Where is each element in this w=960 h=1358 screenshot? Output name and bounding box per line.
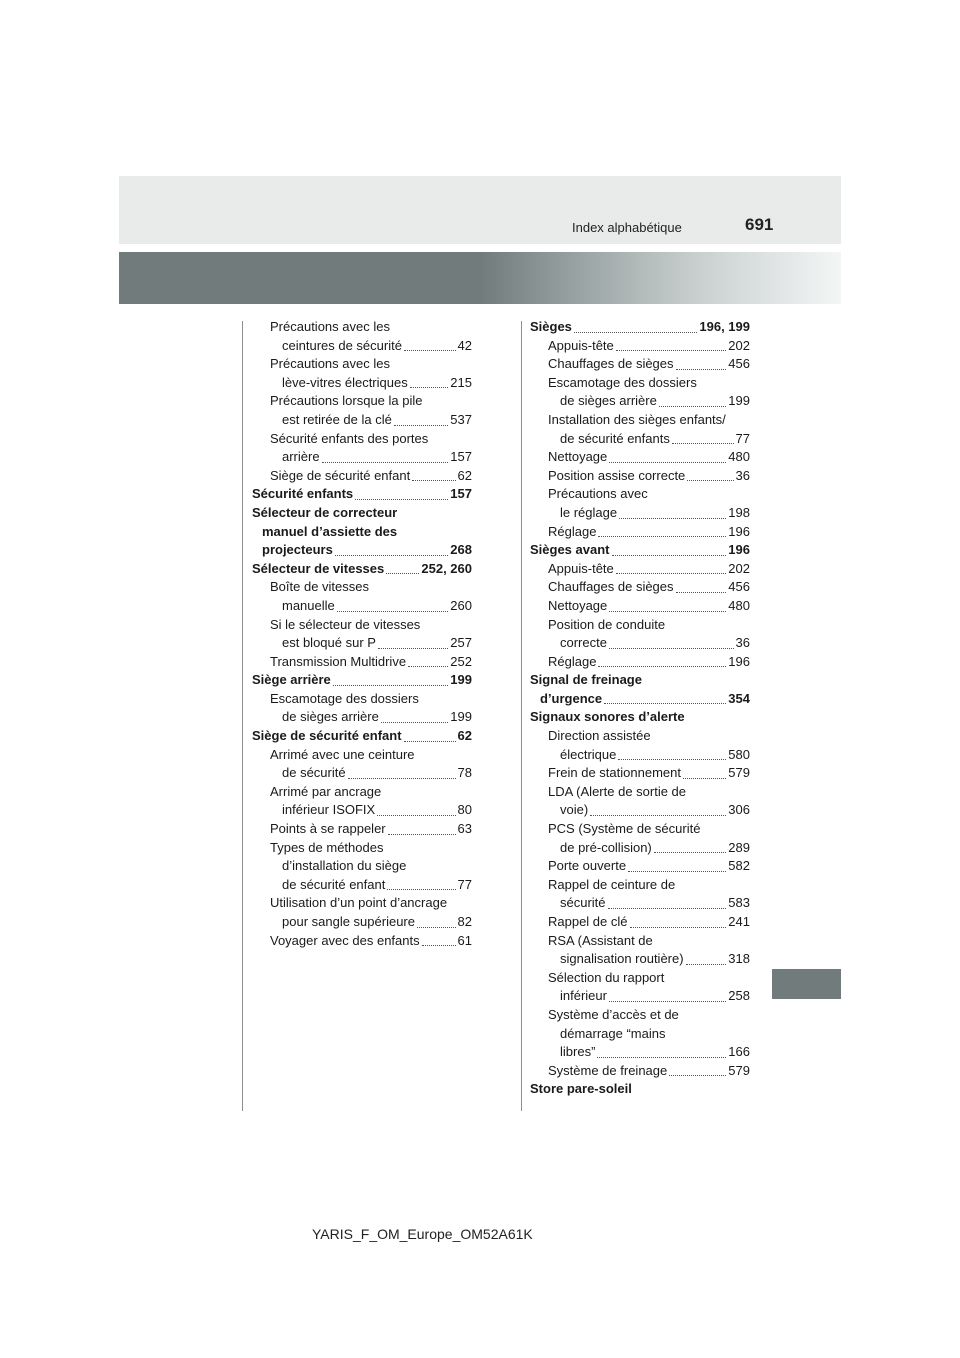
index-entry-text: électrique (560, 746, 617, 762)
dot-leader (654, 851, 727, 853)
dot-leader (422, 944, 456, 946)
index-entry (530, 374, 750, 393)
index-entry (252, 467, 472, 486)
index-heading (530, 671, 750, 690)
index-heading (530, 541, 750, 560)
index-page-ref: 199 (450, 709, 472, 725)
page-number: 691 (745, 215, 774, 234)
index-page-ref: 36 (735, 635, 750, 651)
index-entry (530, 801, 750, 820)
index-heading (252, 485, 472, 504)
index-entry-text: Rappel de ceinture de (548, 876, 676, 892)
index-entry (252, 616, 472, 635)
right-column-rule (521, 321, 522, 1111)
index-entry-text: signalisation routière) (560, 951, 684, 967)
index-page-ref: 318 (728, 951, 750, 967)
index-entry-text: Précautions avec les (270, 356, 390, 372)
index-entry (530, 950, 750, 969)
index-entry (530, 411, 750, 430)
dot-leader (394, 424, 448, 426)
index-entry-text: sécurité (560, 895, 606, 911)
dot-leader (608, 907, 727, 909)
index-page-ref: 199 (450, 672, 472, 688)
index-entry (252, 578, 472, 597)
index-page-ref: 196 (728, 523, 750, 539)
index-entry-text: Utilisation d’un point d’ancrage (270, 895, 448, 911)
index-heading (530, 318, 750, 337)
index-entry-text: libres” (560, 1044, 596, 1060)
index-heading (252, 504, 472, 523)
index-entry-text: manuel d’assiette des (262, 523, 398, 539)
dot-leader (381, 721, 448, 723)
index-page-ref: 166 (728, 1044, 750, 1060)
index-entry (252, 690, 472, 709)
index-entry-text: d’urgence (540, 690, 603, 706)
index-heading (530, 690, 750, 709)
index-entry (530, 857, 750, 876)
index-heading (530, 1080, 750, 1099)
index-entry (252, 857, 472, 876)
index-heading (530, 708, 750, 727)
index-entry (530, 1062, 750, 1081)
index-page-ref: 260 (450, 597, 472, 613)
index-entry-text: Appuis-tête (548, 560, 614, 576)
index-entry-text: Boîte de vitesses (270, 579, 369, 595)
index-entry-text: Si le sélecteur de vitesses (270, 616, 421, 632)
index-entry-text: Siège arrière (252, 672, 331, 688)
chapter-tab (772, 969, 841, 999)
index-page-ref: 537 (450, 411, 472, 427)
index-entry (530, 616, 750, 635)
index-entry-text: Nettoyage (548, 449, 608, 465)
index-entry (252, 839, 472, 858)
index-page-ref: 241 (728, 914, 750, 929)
index-entry-text: est bloqué sur P (282, 635, 376, 651)
dot-leader (609, 1000, 726, 1002)
index-entry-text: Système de freinage (548, 1062, 668, 1078)
index-entry-text: le réglage (560, 504, 618, 520)
index-page-ref: 252 (450, 653, 472, 669)
index-entry (530, 430, 750, 449)
index-entry (252, 355, 472, 374)
index-page-ref: 354 (728, 690, 750, 706)
index-entry (252, 876, 472, 895)
index-page-ref: 196 (728, 653, 750, 669)
index-page-ref: 62 (457, 728, 472, 744)
index-entry-text: Sécurité enfants des portes (270, 430, 429, 446)
index-page-ref: 82 (457, 914, 472, 929)
index-page-ref: 257 (450, 635, 472, 651)
index-entry-text: LDA (Alerte de sortie de (548, 783, 687, 799)
index-page-ref: 582 (728, 858, 750, 874)
index-page-ref: 579 (728, 1062, 750, 1078)
index-entry-text: Porte ouverte (548, 858, 627, 874)
index-left-column (252, 318, 472, 950)
index-entry-text: Signal de freinage (530, 672, 642, 688)
index-entry-text: inférieur (560, 988, 607, 1004)
index-entry-text: Signaux sonores d’alerte (530, 709, 685, 725)
index-entry (530, 1006, 750, 1025)
index-entry-text: pour sangle supérieure (282, 914, 415, 929)
index-page-ref: 61 (457, 932, 472, 948)
index-entry (530, 448, 750, 467)
index-entry (530, 653, 750, 672)
index-entry (530, 839, 750, 858)
index-entry-text: Sièges (530, 319, 572, 334)
index-page-ref: 36 (735, 467, 750, 483)
index-entry (252, 820, 472, 839)
index-entry-text: Précautions avec les (270, 319, 390, 334)
dot-leader (683, 777, 726, 779)
index-entry-text: PCS (Système de sécurité (548, 821, 701, 837)
index-entry (252, 783, 472, 802)
index-page-ref: 289 (728, 839, 750, 855)
dot-leader (404, 740, 456, 742)
dot-leader (598, 535, 726, 537)
index-entry-text: Sièges avant (530, 542, 610, 558)
index-entry-text: Chauffages de sièges (548, 356, 674, 372)
index-entry-text: Réglage (548, 523, 597, 539)
index-page-ref: 77 (457, 876, 472, 892)
index-entry-text: est retirée de la clé (282, 411, 392, 427)
index-entry (252, 448, 472, 467)
index-entry (530, 355, 750, 374)
index-page-ref: 196, 199 (699, 319, 750, 334)
index-heading (252, 523, 472, 542)
index-entry (530, 485, 750, 504)
index-entry-text: de sièges arrière (560, 393, 657, 409)
index-entry (530, 578, 750, 597)
index-entry-text: Rappel de clé (548, 914, 628, 929)
index-entry (252, 392, 472, 411)
index-entry (252, 764, 472, 783)
dot-leader (574, 331, 697, 333)
dot-leader (335, 554, 448, 556)
dot-leader (337, 610, 449, 612)
index-entry (252, 653, 472, 672)
index-page-ref: 580 (728, 746, 750, 762)
index-entry-text: lève-vitres électriques (282, 374, 408, 390)
left-column-rule (242, 321, 243, 1111)
index-entry-text: Escamotage des dossiers (270, 690, 419, 706)
index-entry (252, 430, 472, 449)
dot-leader (322, 461, 449, 463)
index-page-ref: 480 (728, 597, 750, 613)
index-page-ref: 215 (450, 374, 472, 390)
index-entry-text: RSA (Assistant de (548, 932, 653, 948)
dot-leader (386, 572, 419, 574)
dot-leader (604, 702, 726, 704)
index-entry-text: démarrage “mains (560, 1025, 666, 1041)
index-entry-text: Installation des sièges enfants/ (548, 411, 726, 427)
index-entry (530, 746, 750, 765)
index-entry (530, 783, 750, 802)
index-entry (530, 969, 750, 988)
dot-leader (410, 386, 449, 388)
index-page-ref: 202 (728, 560, 750, 576)
dot-leader (377, 814, 455, 816)
dot-leader (619, 517, 726, 519)
index-entry (252, 913, 472, 932)
index-page-ref: 258 (728, 988, 750, 1004)
index-entry (252, 894, 472, 913)
index-entry (252, 932, 472, 951)
index-entry (530, 727, 750, 746)
index-entry-text: de sécurité (282, 765, 346, 781)
index-entry-text: Siège de sécurité enfant (252, 728, 402, 744)
dot-leader (609, 461, 726, 463)
dot-leader (612, 554, 727, 556)
dot-leader (598, 665, 726, 667)
index-entry (252, 318, 472, 337)
index-entry-text: de sièges arrière (282, 709, 379, 725)
index-entry-text: Nettoyage (548, 597, 608, 613)
index-entry-text: Sélecteur de vitesses (252, 560, 385, 576)
dot-leader (616, 349, 727, 351)
index-entry-text: Position assise correcte (548, 467, 686, 483)
index-page-ref: 77 (735, 430, 750, 446)
dot-leader (388, 833, 456, 835)
index-heading (252, 560, 472, 579)
dot-leader (676, 368, 727, 370)
index-entry-text: manuelle (282, 597, 335, 613)
index-entry-text: correcte (560, 635, 607, 651)
dot-leader (618, 758, 726, 760)
dot-leader (669, 1074, 726, 1076)
index-entry (252, 411, 472, 430)
index-entry-text: de sécurité enfants (560, 430, 670, 446)
index-entry-text: d’installation du siège (282, 858, 407, 874)
dot-leader (659, 405, 726, 407)
dot-leader (404, 349, 456, 351)
index-entry (530, 987, 750, 1006)
index-entry-text: Arrimé avec une ceinture (270, 746, 415, 762)
index-entry (530, 337, 750, 356)
dot-leader (348, 777, 456, 779)
index-entry-text: Direction assistée (548, 728, 651, 744)
index-heading (252, 671, 472, 690)
index-entry-text: ceintures de sécurité (282, 337, 402, 353)
dot-leader (672, 442, 734, 444)
index-entry-text: Arrimé par ancrage (270, 783, 382, 799)
index-entry-text: Frein de stationnement (548, 765, 681, 781)
dot-leader (355, 498, 448, 500)
dot-leader (378, 647, 448, 649)
index-entry (530, 392, 750, 411)
index-entry-text: Précautions lorsque la pile (270, 393, 423, 409)
dot-leader (597, 1056, 726, 1058)
index-page-ref: 80 (457, 802, 472, 818)
index-page-ref: 202 (728, 337, 750, 353)
index-page-ref: 306 (728, 802, 750, 818)
index-page-ref: 583 (728, 895, 750, 911)
index-heading (252, 541, 472, 560)
index-entry (252, 634, 472, 653)
index-entry-text: de sécurité enfant (282, 876, 386, 892)
document-code: YARIS_F_OM_Europe_OM52A61K (312, 1226, 533, 1242)
header-gradient-bar (119, 252, 841, 304)
index-page-ref: 198 (728, 504, 750, 520)
index-page-ref: 157 (450, 486, 472, 502)
index-entry-text: Position de conduite (548, 616, 666, 632)
index-page-ref: 199 (728, 393, 750, 409)
index-right-column (530, 318, 750, 1099)
index-entry-text: Voyager avec des enfants (270, 932, 420, 948)
index-entry (252, 374, 472, 393)
index-entry-text: Appuis-tête (548, 337, 614, 353)
index-entry-text: inférieur ISOFIX (282, 802, 376, 818)
index-entry-text: Sélecteur de correcteur (252, 504, 398, 520)
dot-leader (687, 479, 733, 481)
dot-leader (609, 610, 726, 612)
dot-leader (630, 926, 727, 928)
index-entry (252, 746, 472, 765)
index-page-ref: 456 (728, 356, 750, 372)
index-entry (530, 523, 750, 542)
index-entry (530, 820, 750, 839)
index-entry (252, 337, 472, 356)
dot-leader (333, 684, 449, 686)
index-entry (530, 876, 750, 895)
index-entry (530, 1025, 750, 1044)
index-entry (530, 597, 750, 616)
dot-leader (616, 572, 727, 574)
index-entry-text: voie) (560, 802, 589, 818)
index-entry (530, 467, 750, 486)
index-entry-text: Store pare-soleil (530, 1081, 632, 1097)
index-entry-text: Types de méthodes (270, 839, 384, 855)
index-entry (252, 597, 472, 616)
dot-leader (412, 479, 455, 481)
dot-leader (417, 926, 456, 928)
index-entry (252, 801, 472, 820)
index-entry-text: Système d’accès et de (548, 1006, 679, 1022)
index-entry-text: Points à se rappeler (270, 821, 386, 837)
index-page-ref: 480 (728, 449, 750, 465)
index-entry (530, 560, 750, 579)
dot-leader (609, 647, 734, 649)
index-page-ref: 42 (457, 337, 472, 353)
index-entry-text: Précautions avec (548, 486, 648, 502)
index-heading (252, 727, 472, 746)
index-page-ref: 252, 260 (421, 560, 472, 576)
section-title: Index alphabétique (572, 220, 682, 235)
index-entry-text: projecteurs (262, 542, 333, 558)
index-page-ref: 456 (728, 579, 750, 595)
index-page-ref: 62 (457, 467, 472, 483)
dot-leader (676, 591, 727, 593)
dot-leader (387, 888, 455, 890)
index-entry-text: Sélection du rapport (548, 969, 665, 985)
header-band (119, 176, 841, 244)
index-entry-text: Réglage (548, 653, 597, 669)
index-entry-text: Transmission Multidrive (270, 653, 407, 669)
index-page-ref: 196 (728, 542, 750, 558)
index-entry (530, 913, 750, 932)
index-entry-text: Sécurité enfants (252, 486, 354, 502)
index-entry (530, 932, 750, 951)
index-page-ref: 268 (450, 542, 472, 558)
index-page-ref: 78 (457, 765, 472, 781)
dot-leader (686, 963, 727, 965)
index-entry (530, 634, 750, 653)
dot-leader (628, 870, 726, 872)
index-entry-text: Chauffages de sièges (548, 579, 674, 595)
index-entry (252, 708, 472, 727)
index-page-ref: 157 (450, 449, 472, 465)
index-page-ref: 579 (728, 765, 750, 781)
index-entry-text: de pré-collision) (560, 839, 652, 855)
index-entry-text: Siège de sécurité enfant (270, 467, 411, 483)
index-entry-text: arrière (282, 449, 320, 465)
index-entry (530, 504, 750, 523)
index-page-ref: 63 (457, 821, 472, 837)
index-entry (530, 894, 750, 913)
index-entry (530, 1043, 750, 1062)
index-entry (530, 764, 750, 783)
index-entry-text: Escamotage des dossiers (548, 374, 697, 390)
dot-leader (408, 665, 448, 667)
dot-leader (590, 814, 726, 816)
